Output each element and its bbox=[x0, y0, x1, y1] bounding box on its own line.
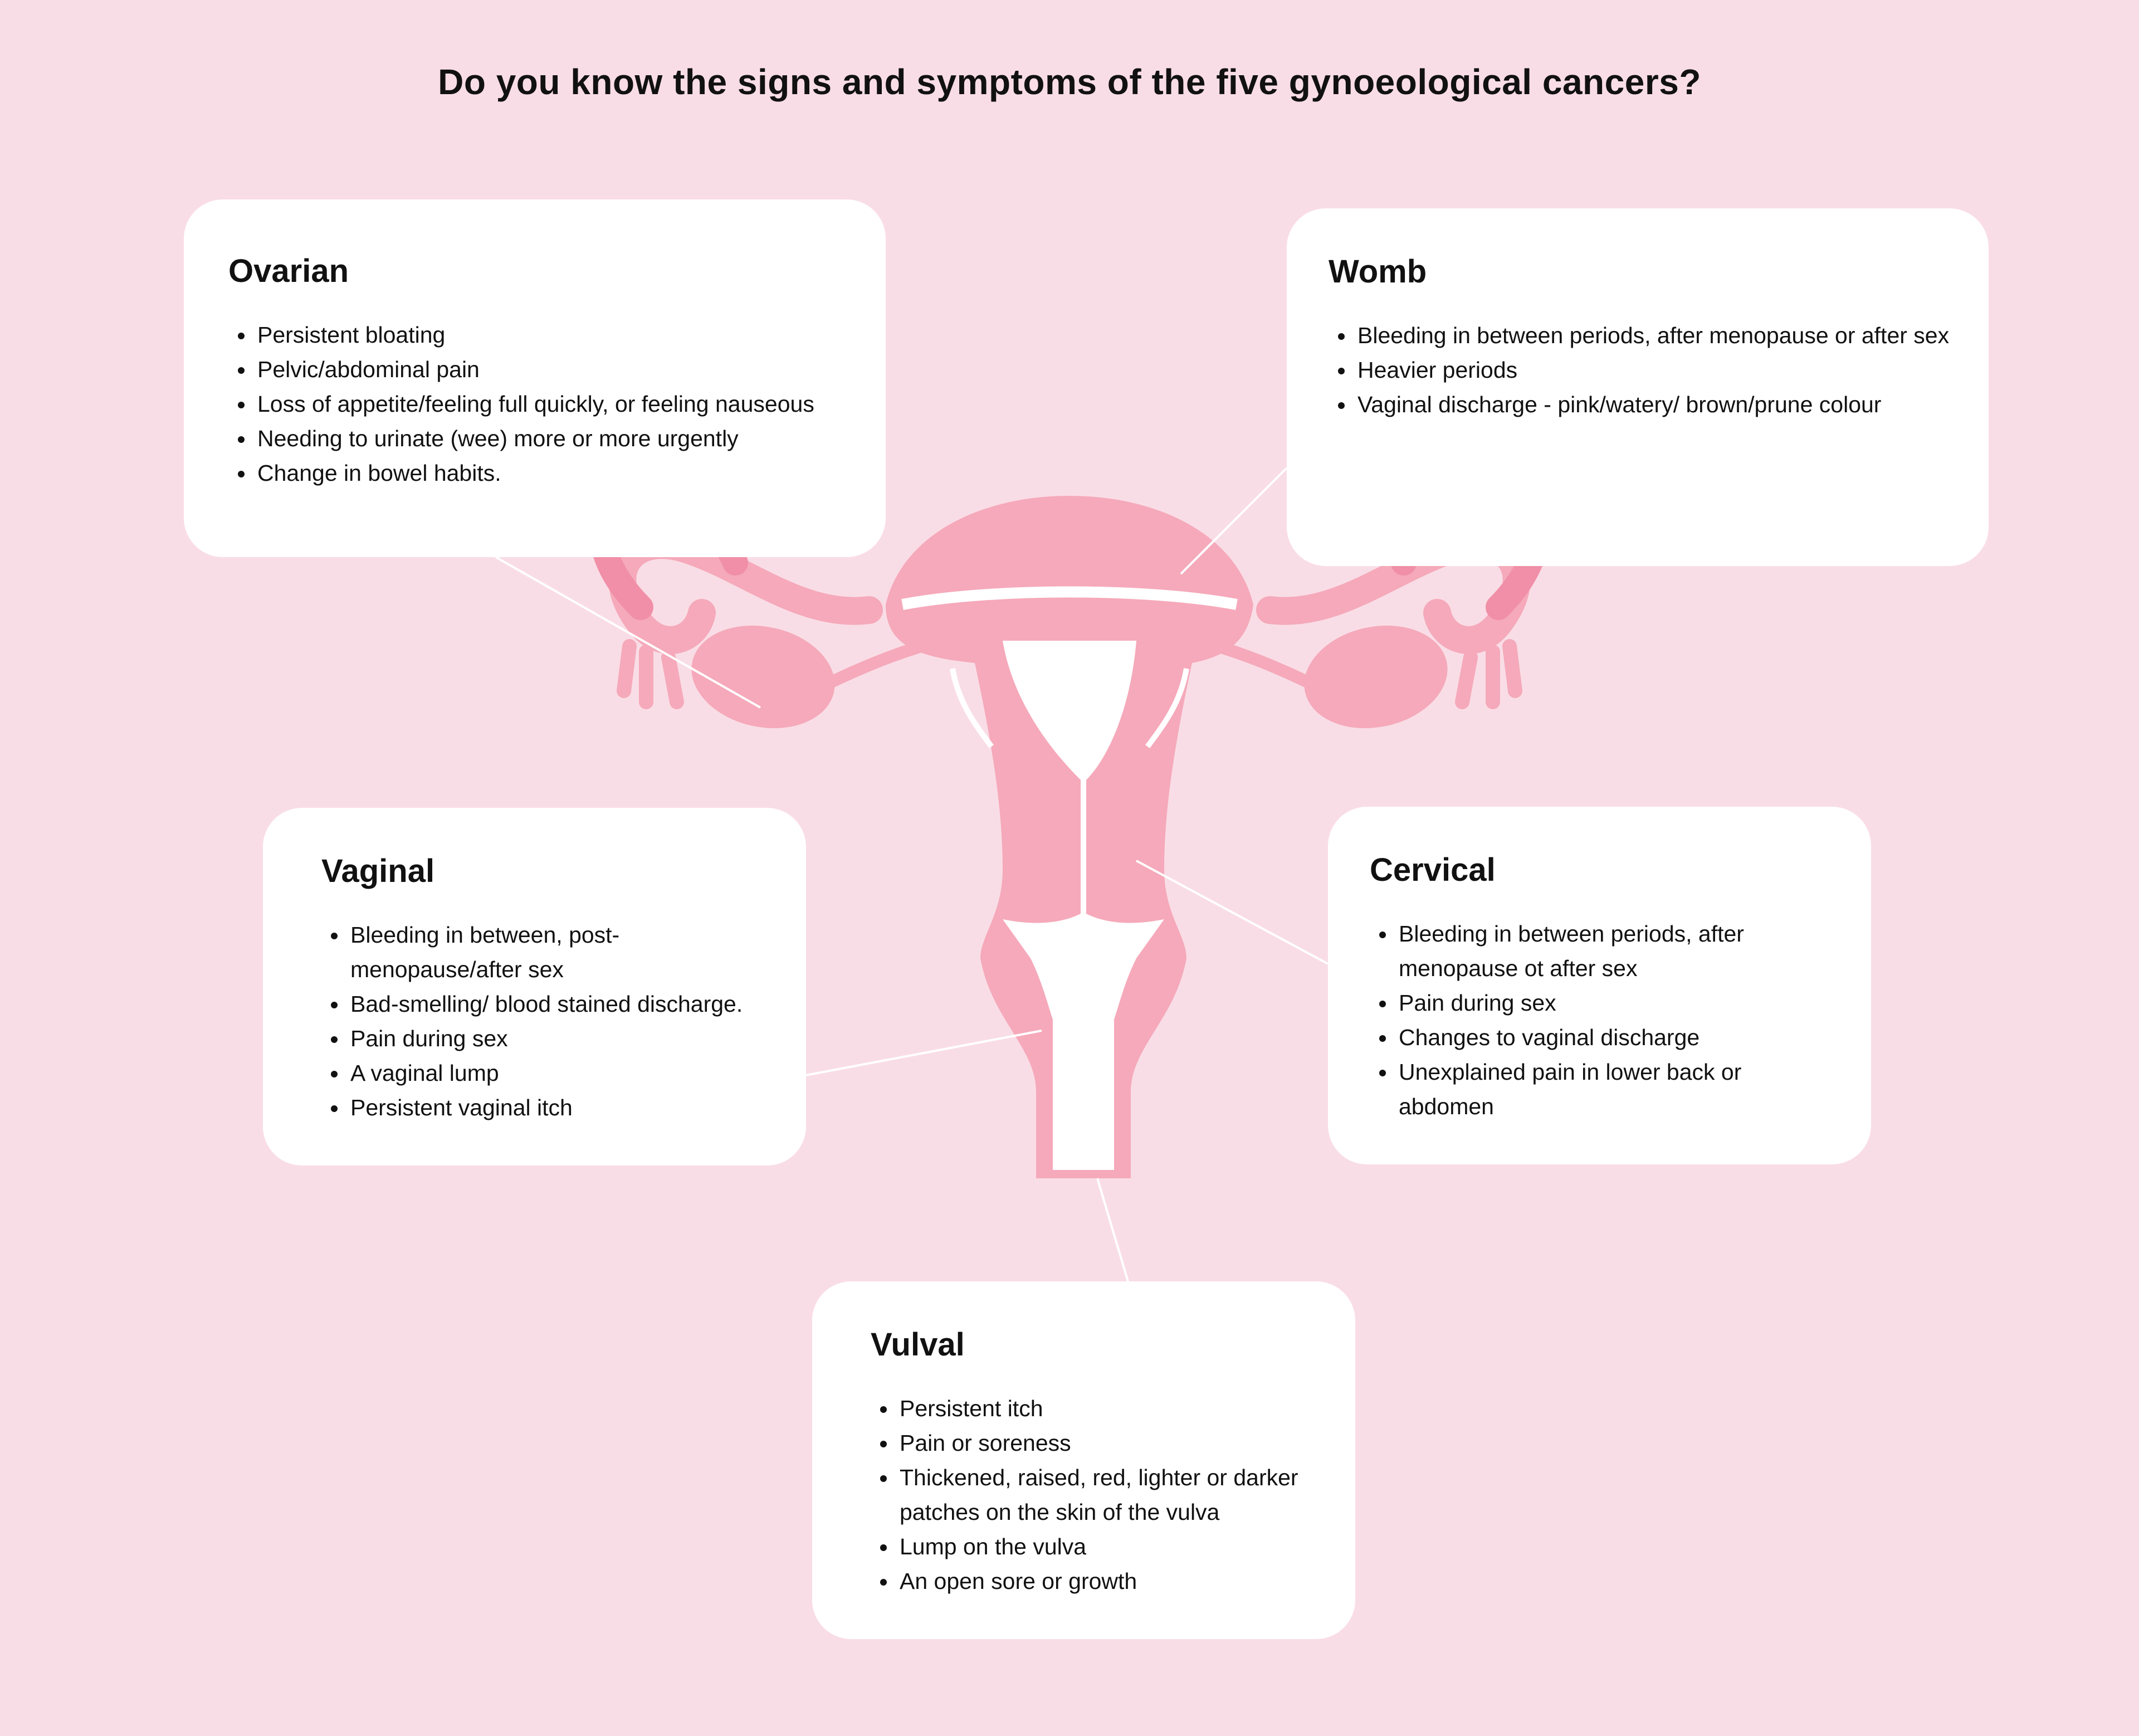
vaginal-card bbox=[263, 808, 806, 1166]
cervical-heading: Cervical bbox=[1370, 852, 1496, 888]
womb-symptom-list bbox=[1329, 318, 1955, 422]
vaginal-symptom: • A vaginal lump bbox=[348, 1056, 784, 1090]
cervical-symptom-list bbox=[1370, 916, 1838, 1124]
vulval-symptom: • Thickened, raised, red, lighter or darker patches on the skin of the vulva bbox=[897, 1460, 1333, 1529]
ovarian-symptom: • Needing to urinate (wee) more or more urgently bbox=[255, 421, 863, 456]
cervical-symptom: • Changes to vaginal discharge bbox=[1396, 1020, 1838, 1055]
connector-vaginal bbox=[806, 1031, 1042, 1075]
vaginal-symptom: • Persistent vaginal itch bbox=[348, 1090, 784, 1125]
cervical-card bbox=[1328, 807, 1871, 1164]
ovarian-symptom: • Change in bowel habits. bbox=[255, 456, 863, 490]
connector-vulval bbox=[1097, 1178, 1128, 1281]
ovarian-symptom: • Loss of appetite/feeling full quickly, or feeling nauseous bbox=[255, 387, 863, 421]
vaginal-heading: Vaginal bbox=[321, 853, 435, 889]
cervical-symptom: • Bleeding in between periods, after menopause ot after sex bbox=[1396, 916, 1838, 986]
womb-symptom: • Vaginal discharge - pink/watery/ brown/prune colour bbox=[1355, 387, 1955, 422]
womb-symptom: • Heavier periods bbox=[1355, 353, 1955, 387]
vulval-symptom: • Pain or soreness bbox=[897, 1426, 1333, 1460]
vaginal-symptom: • Pain during sex bbox=[348, 1021, 784, 1056]
vaginal-symptom-list bbox=[321, 918, 784, 1125]
ovarian-symptom: • Persistent bloating bbox=[255, 318, 863, 352]
cervical-symptom: • Pain during sex bbox=[1396, 986, 1838, 1020]
right-fimbriae-tips bbox=[1462, 646, 1515, 702]
womb-card bbox=[1287, 208, 1989, 566]
womb-symptom: • Bleeding in between periods, after menopause or after sex bbox=[1355, 318, 1955, 353]
ovarian-symptom: • Pelvic/abdominal pain bbox=[255, 352, 863, 387]
vaginal-symptom: • Bad-smelling/ blood stained discharge. bbox=[348, 987, 784, 1021]
ovarian-card bbox=[184, 199, 886, 557]
vaginal-symptom: • Bleeding in between, post-menopause/after sex bbox=[348, 918, 784, 987]
vulval-symptom: • Persistent itch bbox=[897, 1391, 1333, 1426]
vulval-symptom: • An open sore or growth bbox=[897, 1564, 1333, 1598]
vulval-symptom: • Lump on the vulva bbox=[897, 1529, 1333, 1564]
connector-womb bbox=[1181, 468, 1287, 574]
ovarian-symptom-list bbox=[228, 318, 863, 490]
ovarian-heading: Ovarian bbox=[228, 253, 349, 289]
womb-heading: Womb bbox=[1329, 253, 1427, 290]
vulval-card bbox=[812, 1281, 1355, 1639]
page-title: Do you know the signs and symptoms of the five gynoeological cancers? bbox=[438, 62, 1701, 102]
vulval-symptom-list bbox=[871, 1391, 1333, 1598]
cervical-symptom: • Unexplained pain in lower back or abdomen bbox=[1396, 1055, 1838, 1124]
vulval-heading: Vulval bbox=[871, 1327, 965, 1363]
